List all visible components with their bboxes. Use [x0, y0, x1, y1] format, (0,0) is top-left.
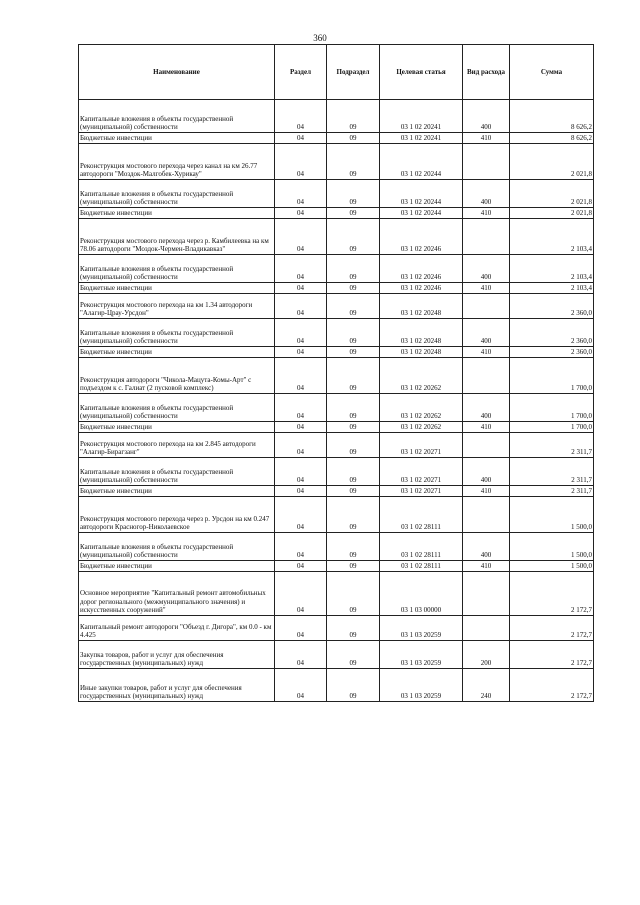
table-row [79, 641, 594, 669]
row-name: Реконструкция мостового перехода на км 1.34 автодороги "Алагир-Црау-Урсдон" [79, 294, 275, 319]
row-section: 04 [275, 616, 327, 641]
row-target: 03 1 03 20259 [380, 669, 463, 702]
row-target: 03 1 02 20271 [380, 433, 463, 458]
row-section: 04 [275, 347, 327, 358]
row-name: Бюджетные инвестиции [79, 486, 275, 497]
row-name: Капитальный ремонт автодороги "Объезд г. Дигора", км 0.0 - км 4.425 [79, 616, 275, 641]
table-row [79, 283, 594, 294]
row-expense-type [463, 294, 510, 319]
row-section: 04 [275, 283, 327, 294]
row-name: Бюджетные инвестиции [79, 208, 275, 219]
table-row [79, 319, 594, 347]
row-expense-type: 410 [463, 486, 510, 497]
row-expense-type: 410 [463, 561, 510, 572]
row-subsection: 09 [327, 497, 380, 533]
row-subsection: 09 [327, 133, 380, 144]
row-expense-type [463, 497, 510, 533]
row-expense-type: 410 [463, 283, 510, 294]
row-section: 04 [275, 533, 327, 561]
row-subsection: 09 [327, 561, 380, 572]
row-expense-type [463, 144, 510, 180]
row-target: 03 1 02 20262 [380, 394, 463, 422]
row-subsection: 09 [327, 255, 380, 283]
row-sum: 2 021,8 [510, 144, 594, 180]
table-row [79, 497, 594, 533]
row-subsection: 09 [327, 219, 380, 255]
row-target: 03 1 02 20244 [380, 180, 463, 208]
row-subsection: 09 [327, 669, 380, 702]
table-row [79, 394, 594, 422]
row-target: 03 1 02 20271 [380, 458, 463, 486]
header-subsection: Подраздел [327, 45, 380, 100]
row-expense-type: 410 [463, 422, 510, 433]
row-section: 04 [275, 433, 327, 458]
row-expense-type: 410 [463, 133, 510, 144]
row-name: Реконструкция автодороги "Чикола-Мацута-Комы-Арт" с подъездом к с. Галиат (2 пусковой комплекс) [79, 358, 275, 394]
row-subsection: 09 [327, 208, 380, 219]
row-section: 04 [275, 358, 327, 394]
row-section: 04 [275, 572, 327, 616]
row-target: 03 1 02 20248 [380, 294, 463, 319]
row-expense-type: 400 [463, 394, 510, 422]
row-name: Капитальные вложения в объекты государственной (муниципальной) собственности [79, 180, 275, 208]
table-row [79, 486, 594, 497]
row-sum: 2 103,4 [510, 255, 594, 283]
row-name: Реконструкция мостового перехода через канал на км 26.77 автодороги "Моздок-Малгобек-Хурикау" [79, 144, 275, 180]
row-subsection: 09 [327, 319, 380, 347]
row-section: 04 [275, 100, 327, 133]
row-section: 04 [275, 180, 327, 208]
row-expense-type: 410 [463, 208, 510, 219]
row-sum: 2 172,7 [510, 572, 594, 616]
row-expense-type: 400 [463, 100, 510, 133]
header-target: Целевая статья [380, 45, 463, 100]
row-target: 03 1 02 20244 [380, 208, 463, 219]
row-target: 03 1 02 20271 [380, 486, 463, 497]
row-section: 04 [275, 669, 327, 702]
row-name: Бюджетные инвестиции [79, 561, 275, 572]
table-row [79, 133, 594, 144]
row-sum: 2 172,7 [510, 616, 594, 641]
row-section: 04 [275, 319, 327, 347]
row-subsection: 09 [327, 458, 380, 486]
row-subsection: 09 [327, 533, 380, 561]
row-sum: 1 500,0 [510, 561, 594, 572]
row-sum: 1 500,0 [510, 533, 594, 561]
table-row [79, 533, 594, 561]
row-name: Реконструкция мостового перехода через р. Урсдон на км 0.247 автодороги Красногор-Николаевское [79, 497, 275, 533]
row-sum: 8 626,2 [510, 100, 594, 133]
row-sum: 2 311,7 [510, 458, 594, 486]
row-subsection: 09 [327, 486, 380, 497]
row-subsection: 09 [327, 394, 380, 422]
row-subsection: 09 [327, 180, 380, 208]
row-target: 03 1 03 20259 [380, 616, 463, 641]
row-name: Капитальные вложения в объекты государственной (муниципальной) собственности [79, 100, 275, 133]
header-sum: Сумма [510, 45, 594, 100]
row-name: Капитальные вложения в объекты государственной (муниципальной) собственности [79, 319, 275, 347]
row-sum: 1 700,0 [510, 394, 594, 422]
row-name: Бюджетные инвестиции [79, 133, 275, 144]
row-name: Иные закупки товаров, работ и услуг для обеспечения государственных (муниципальных) нужд [79, 669, 275, 702]
row-subsection: 09 [327, 616, 380, 641]
row-sum: 2 311,7 [510, 433, 594, 458]
row-expense-type: 400 [463, 180, 510, 208]
row-section: 04 [275, 561, 327, 572]
row-sum: 2 311,7 [510, 486, 594, 497]
row-target: 03 1 02 20248 [380, 319, 463, 347]
row-target: 03 1 02 20246 [380, 255, 463, 283]
row-target: 03 1 02 28111 [380, 561, 463, 572]
header-section: Раздел [275, 45, 327, 100]
row-expense-type [463, 433, 510, 458]
row-sum: 8 626,2 [510, 133, 594, 144]
header-expense-type: Вид расхода [463, 45, 510, 100]
row-expense-type [463, 616, 510, 641]
row-name: Реконструкция мостового перехода на км 2.845 автодороги "Алагир-Бирагзанг" [79, 433, 275, 458]
row-target: 03 1 02 28111 [380, 497, 463, 533]
table-row [79, 561, 594, 572]
row-subsection: 09 [327, 422, 380, 433]
row-sum: 2 021,8 [510, 208, 594, 219]
table-row [79, 144, 594, 180]
row-section: 04 [275, 144, 327, 180]
row-section: 04 [275, 641, 327, 669]
row-expense-type [463, 572, 510, 616]
row-sum: 2 172,7 [510, 669, 594, 702]
row-section: 04 [275, 219, 327, 255]
row-subsection: 09 [327, 100, 380, 133]
table-row [79, 669, 594, 702]
row-expense-type [463, 358, 510, 394]
row-section: 04 [275, 422, 327, 433]
row-name: Закупка товаров, работ и услуг для обеспечения государственных (муниципальных) нужд [79, 641, 275, 669]
table-row [79, 294, 594, 319]
row-name: Капитальные вложения в объекты государственной (муниципальной) собственности [79, 394, 275, 422]
row-section: 04 [275, 294, 327, 319]
row-name: Бюджетные инвестиции [79, 422, 275, 433]
row-subsection: 09 [327, 347, 380, 358]
row-target: 03 1 02 20246 [380, 219, 463, 255]
row-expense-type: 400 [463, 458, 510, 486]
table-row [79, 433, 594, 458]
row-expense-type: 200 [463, 641, 510, 669]
header-name: Наименование [79, 45, 275, 100]
row-name: Капитальные вложения в объекты государственной (муниципальной) собственности [79, 255, 275, 283]
row-sum: 2 360,0 [510, 319, 594, 347]
table-row [79, 458, 594, 486]
page-number: 360 [313, 33, 327, 43]
row-target: 03 1 02 20262 [380, 422, 463, 433]
table-row [79, 180, 594, 208]
row-target: 03 1 02 20244 [380, 144, 463, 180]
row-target: 03 1 02 20262 [380, 358, 463, 394]
row-target: 03 1 02 20241 [380, 100, 463, 133]
row-sum: 2 360,0 [510, 294, 594, 319]
table-row [79, 616, 594, 641]
table-row [79, 358, 594, 394]
row-section: 04 [275, 394, 327, 422]
row-subsection: 09 [327, 144, 380, 180]
row-section: 04 [275, 133, 327, 144]
row-target: 03 1 03 00000 [380, 572, 463, 616]
row-subsection: 09 [327, 641, 380, 669]
row-section: 04 [275, 458, 327, 486]
row-sum: 2 021,8 [510, 180, 594, 208]
table-row [79, 347, 594, 358]
row-expense-type: 400 [463, 533, 510, 561]
row-section: 04 [275, 255, 327, 283]
row-name: Бюджетные инвестиции [79, 283, 275, 294]
row-name: Реконструкция мостового перехода через р. Камбилеевка на км 78.06 автодороги "Моздок-Чермен-Владикавказ" [79, 219, 275, 255]
row-expense-type: 240 [463, 669, 510, 702]
row-expense-type: 400 [463, 319, 510, 347]
row-subsection: 09 [327, 294, 380, 319]
row-subsection: 09 [327, 572, 380, 616]
row-target: 03 1 02 20248 [380, 347, 463, 358]
table-row [79, 208, 594, 219]
table-row [79, 422, 594, 433]
row-sum: 1 700,0 [510, 358, 594, 394]
row-name: Основное мероприятие "Капитальный ремонт автомобильных дорог регионального (межмуниципального значения) и искусственных сооружений" [79, 572, 275, 616]
row-section: 04 [275, 497, 327, 533]
row-target: 03 1 02 20246 [380, 283, 463, 294]
row-subsection: 09 [327, 358, 380, 394]
row-subsection: 09 [327, 433, 380, 458]
row-sum: 2 103,4 [510, 283, 594, 294]
row-sum: 1 700,0 [510, 422, 594, 433]
row-name: Капитальные вложения в объекты государственной (муниципальной) собственности [79, 533, 275, 561]
table-row [79, 100, 594, 133]
row-sum: 1 500,0 [510, 497, 594, 533]
row-sum: 2 172,7 [510, 641, 594, 669]
row-name: Бюджетные инвестиции [79, 347, 275, 358]
row-expense-type: 410 [463, 347, 510, 358]
row-section: 04 [275, 486, 327, 497]
table-header-row [79, 45, 594, 100]
row-target: 03 1 02 20241 [380, 133, 463, 144]
row-target: 03 1 03 20259 [380, 641, 463, 669]
row-expense-type [463, 219, 510, 255]
row-name: Капитальные вложения в объекты государственной (муниципальной) собственности [79, 458, 275, 486]
table-row [79, 255, 594, 283]
budget-table [78, 44, 594, 702]
row-subsection: 09 [327, 283, 380, 294]
row-expense-type: 400 [463, 255, 510, 283]
table-row [79, 572, 594, 616]
row-sum: 2 360,0 [510, 347, 594, 358]
table-row [79, 219, 594, 255]
row-target: 03 1 02 28111 [380, 533, 463, 561]
row-sum: 2 103,4 [510, 219, 594, 255]
row-section: 04 [275, 208, 327, 219]
